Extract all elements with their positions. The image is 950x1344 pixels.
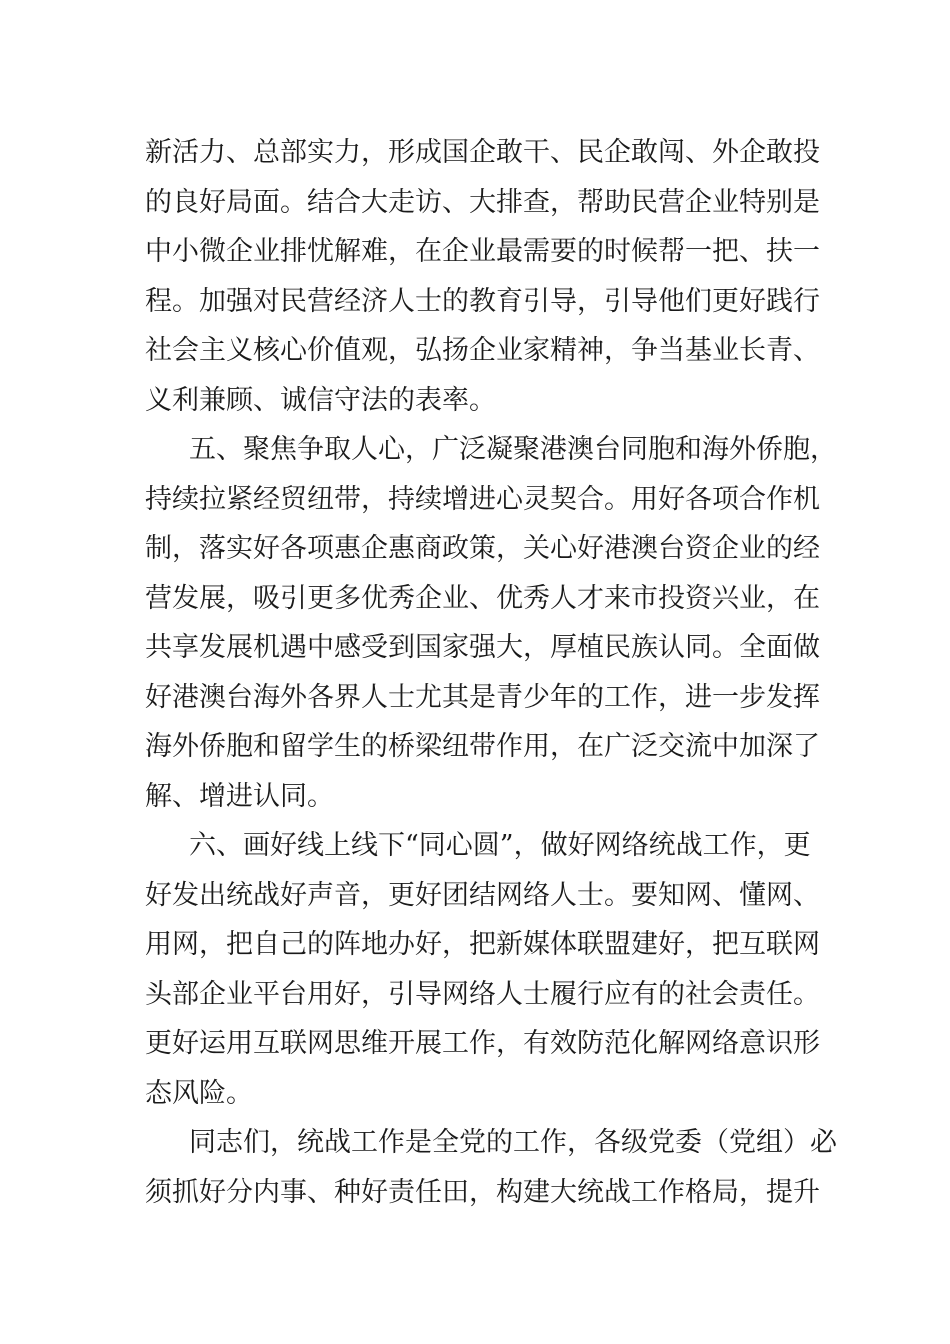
paragraph-start-line: 同志们，统战工作是全党的工作，各级党委（党组）必 [189, 1127, 837, 1158]
text-line: 新活力、总部实力，形成国企敢干、民企敢闯、外企敢投 [145, 137, 820, 168]
text-line: 社会主义核心价值观，弘扬企业家精神，争当基业长青、 [145, 335, 820, 366]
text-line: 共享发展机遇中感受到国家强大，厚植民族认同。全面做 [145, 632, 820, 663]
text-line: 头部企业平台用好，引导网络人士履行应有的社会责任。 [145, 978, 820, 1010]
body-text [145, 128, 837, 1217]
text-line: 制，落实好各项惠企惠商政策，关心好港澳台资企业的经 [145, 533, 820, 564]
paragraph-start-line: 六、画好线上线下“同心圆”，做好网络统战工作，更 [189, 830, 811, 861]
text-line: 好港澳台海外各界人士尤其是青少年的工作，进一步发挥 [145, 681, 820, 713]
text-line: 解、增进认同。 [145, 780, 334, 812]
text-line: 态风险。 [145, 1077, 253, 1109]
text-line: 用网，把自己的阵地办好，把新媒体联盟建好，把互联网 [145, 929, 820, 960]
text-line: 好发出统战好声音，更好团结网络人士。要知网、懂网、 [145, 879, 820, 911]
text-line: 义利兼顾、诚信守法的表率。 [145, 384, 496, 416]
text-line: 更好运用互联网思维开展工作，有效防范化解网络意识形 [145, 1028, 820, 1059]
text-line: 营发展，吸引更多优秀企业、优秀人才来市投资兴业，在 [145, 582, 820, 614]
text-line: 的良好局面。结合大走访、大排查，帮助民营企业特别是 [145, 186, 820, 218]
text-line: 持续拉紧经贸纽带，持续增进心灵契合。用好各项合作机 [145, 483, 820, 515]
paragraph-start-line: 五、聚焦争取人心，广泛凝聚港澳台同胞和海外侨胞， [189, 434, 837, 465]
text-line: 海外侨胞和留学生的桥梁纽带作用，在广泛交流中加深了 [145, 731, 820, 762]
text-line: 须抓好分内事、种好责任田，构建大统战工作格局，提升 [145, 1176, 820, 1208]
text-line: 中小微企业排忧解难，在企业最需要的时候帮一把、扶一 [145, 236, 820, 267]
text-line: 程。加强对民营经济人士的教育引导，引导他们更好践行 [145, 285, 820, 317]
